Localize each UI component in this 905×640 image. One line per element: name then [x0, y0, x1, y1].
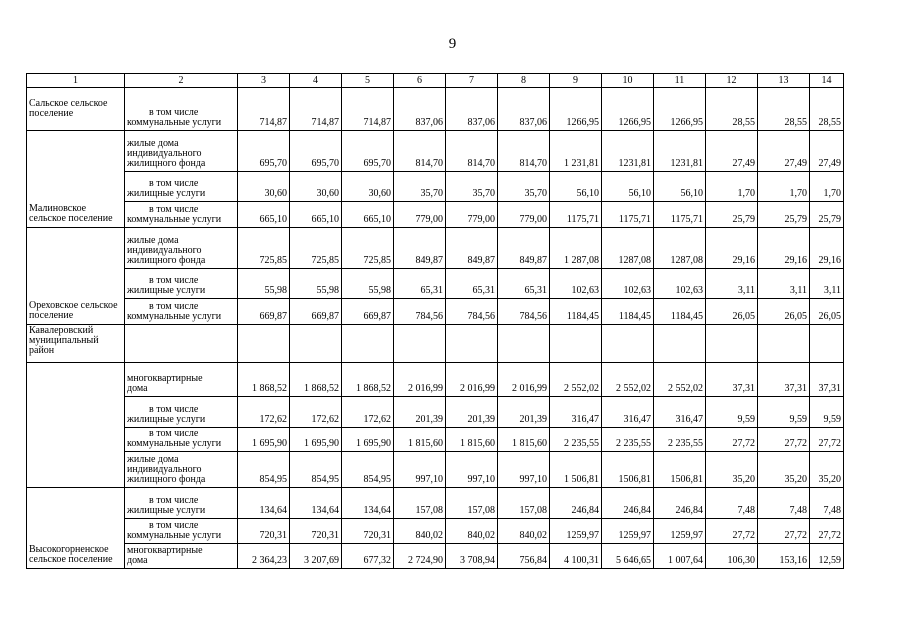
- table-row: [27, 363, 844, 397]
- category-line: жилые дома: [127, 454, 179, 465]
- value-cell: 1259,97: [550, 519, 602, 544]
- category-cell: [125, 269, 238, 299]
- value-cell: 714,87: [238, 88, 290, 131]
- value-cell: 157,08: [446, 488, 498, 519]
- value-cell: 27,72: [706, 519, 758, 544]
- value-cell: 7,48: [706, 488, 758, 519]
- table-row: [27, 519, 844, 544]
- value-cell: 784,56: [446, 299, 498, 325]
- value-cell: 37,31: [810, 363, 844, 397]
- category-cell: [125, 202, 238, 228]
- value-cell: 201,39: [394, 397, 446, 428]
- value-cell: 172,62: [290, 397, 342, 428]
- value-cell: 665,10: [342, 202, 394, 228]
- tariff-table: [26, 73, 844, 569]
- value-cell: 153,16: [758, 544, 810, 569]
- value-cell: 172,62: [238, 397, 290, 428]
- value-cell: 2 552,02: [602, 363, 654, 397]
- value-cell: 3,11: [758, 269, 810, 299]
- category-cell: [125, 172, 238, 202]
- value-cell: 1 815,60: [394, 428, 446, 452]
- category-line: в том числе: [149, 301, 199, 312]
- value-cell: 37,31: [706, 363, 758, 397]
- value-cell: 695,70: [290, 131, 342, 172]
- value-cell: 316,47: [550, 397, 602, 428]
- category-line: в том числе: [149, 204, 199, 215]
- value-cell: 2 016,99: [394, 363, 446, 397]
- value-cell: 27,49: [706, 131, 758, 172]
- value-cell: 1 231,81: [550, 131, 602, 172]
- value-cell: 1231,81: [602, 131, 654, 172]
- value-cell: 3 708,94: [446, 544, 498, 569]
- category-line: многоквартирные: [127, 545, 203, 556]
- value-cell: 2 016,99: [446, 363, 498, 397]
- value-cell: 134,64: [342, 488, 394, 519]
- value-cell: 665,10: [238, 202, 290, 228]
- place-salskoe: Сальское сельское поселение: [27, 88, 125, 131]
- value-cell: 27,72: [758, 428, 810, 452]
- value-cell: 1 506,81: [550, 452, 602, 488]
- value-cell: 756,84: [498, 544, 550, 569]
- value-cell: 1266,95: [654, 88, 706, 131]
- category-cell: [125, 228, 238, 269]
- value-cell: 102,63: [550, 269, 602, 299]
- value-cell: 854,95: [342, 452, 394, 488]
- value-cell: 814,70: [446, 131, 498, 172]
- value-cell: 29,16: [706, 228, 758, 269]
- value-cell: 26,05: [706, 299, 758, 325]
- value-cell: 1266,95: [550, 88, 602, 131]
- value-cell: 26,05: [810, 299, 844, 325]
- value-cell: 1175,71: [654, 202, 706, 228]
- category-line: в том числе: [149, 178, 199, 189]
- category-line: коммунальные услуги: [127, 530, 222, 541]
- value-cell: 2 235,55: [602, 428, 654, 452]
- value-cell: 720,31: [290, 519, 342, 544]
- table-row: [27, 131, 844, 172]
- value-cell: 25,79: [706, 202, 758, 228]
- value-cell: 27,72: [706, 428, 758, 452]
- value-cell: 2 235,55: [550, 428, 602, 452]
- value-cell: 172,62: [342, 397, 394, 428]
- category-line: коммунальные услуги: [127, 438, 222, 449]
- value-cell: 26,05: [758, 299, 810, 325]
- value-cell: 28,55: [810, 88, 844, 131]
- value-cell: 55,98: [342, 269, 394, 299]
- value-cell: 677,32: [342, 544, 394, 569]
- value-cell: 1 815,60: [446, 428, 498, 452]
- value-cell: 35,70: [446, 172, 498, 202]
- value-cell: 316,47: [654, 397, 706, 428]
- value-cell: 55,98: [238, 269, 290, 299]
- header-cell: 10: [602, 74, 654, 88]
- empty-cell: [446, 325, 498, 363]
- value-cell: 669,87: [290, 299, 342, 325]
- table-row: [27, 544, 844, 569]
- value-cell: 1175,71: [550, 202, 602, 228]
- table-row: [27, 299, 844, 325]
- value-cell: 1266,95: [602, 88, 654, 131]
- value-cell: 246,84: [602, 488, 654, 519]
- value-cell: 2 552,02: [654, 363, 706, 397]
- value-cell: 9,59: [706, 397, 758, 428]
- category-line: жилищного фонда: [127, 474, 206, 485]
- category-line: многоквартирные: [127, 373, 203, 384]
- category-line: индивидуального: [127, 464, 202, 475]
- empty-cell: [125, 325, 238, 363]
- value-cell: 1506,81: [654, 452, 706, 488]
- category-line: в том числе: [149, 428, 199, 439]
- header-cell: 6: [394, 74, 446, 88]
- value-cell: 157,08: [498, 488, 550, 519]
- category-line: в том числе: [149, 495, 199, 506]
- empty-cell: [498, 325, 550, 363]
- value-cell: 56,10: [602, 172, 654, 202]
- value-cell: 56,10: [654, 172, 706, 202]
- value-cell: 35,20: [810, 452, 844, 488]
- value-cell: 134,64: [238, 488, 290, 519]
- value-cell: 1259,97: [602, 519, 654, 544]
- value-cell: 854,95: [290, 452, 342, 488]
- category-line: в том числе: [149, 275, 199, 286]
- category-cell: [125, 131, 238, 172]
- table-row: [27, 228, 844, 269]
- value-cell: 134,64: [290, 488, 342, 519]
- header-cell: 5: [342, 74, 394, 88]
- table-row: [27, 88, 844, 131]
- place-blank: [27, 363, 125, 488]
- header-row: [27, 74, 844, 88]
- value-cell: 669,87: [238, 299, 290, 325]
- empty-cell: [342, 325, 394, 363]
- value-cell: 30,60: [342, 172, 394, 202]
- value-cell: 157,08: [394, 488, 446, 519]
- value-cell: 997,10: [498, 452, 550, 488]
- category-line: коммунальные услуги: [127, 214, 222, 225]
- empty-cell: [602, 325, 654, 363]
- place-vysokogorsk: Высокогорненское сельское поселение: [27, 488, 125, 569]
- value-cell: 27,49: [758, 131, 810, 172]
- category-line: жилые дома: [127, 235, 179, 246]
- header-cell: 12: [706, 74, 758, 88]
- header-cell: 7: [446, 74, 498, 88]
- value-cell: 25,79: [810, 202, 844, 228]
- header-cell: 14: [810, 74, 844, 88]
- table-row: [27, 428, 844, 452]
- value-cell: 837,06: [446, 88, 498, 131]
- value-cell: 27,72: [810, 428, 844, 452]
- category-cell: [125, 488, 238, 519]
- value-cell: 1184,45: [550, 299, 602, 325]
- value-cell: 854,95: [238, 452, 290, 488]
- category-line: дома: [127, 555, 148, 566]
- value-cell: 1 287,08: [550, 228, 602, 269]
- value-cell: 201,39: [446, 397, 498, 428]
- value-cell: 2 724,90: [394, 544, 446, 569]
- value-cell: 784,56: [498, 299, 550, 325]
- value-cell: 65,31: [498, 269, 550, 299]
- value-cell: 814,70: [498, 131, 550, 172]
- value-cell: 4 100,31: [550, 544, 602, 569]
- value-cell: 35,70: [394, 172, 446, 202]
- category-line: в том числе: [149, 107, 199, 118]
- value-cell: 714,87: [290, 88, 342, 131]
- value-cell: 246,84: [550, 488, 602, 519]
- header-cell: 2: [125, 74, 238, 88]
- value-cell: 29,16: [810, 228, 844, 269]
- value-cell: 201,39: [498, 397, 550, 428]
- value-cell: 27,49: [810, 131, 844, 172]
- value-cell: 997,10: [394, 452, 446, 488]
- category-line: жилищные услуги: [127, 285, 206, 296]
- value-cell: 1,70: [758, 172, 810, 202]
- value-cell: 840,02: [446, 519, 498, 544]
- category-cell: [125, 88, 238, 131]
- value-cell: 1231,81: [654, 131, 706, 172]
- category-line: жилищные услуги: [127, 505, 206, 516]
- value-cell: 35,70: [498, 172, 550, 202]
- value-cell: 779,00: [394, 202, 446, 228]
- value-cell: 1259,97: [654, 519, 706, 544]
- value-cell: 849,87: [498, 228, 550, 269]
- empty-cell: [290, 325, 342, 363]
- value-cell: 2 552,02: [550, 363, 602, 397]
- category-line: коммунальные услуги: [127, 117, 222, 128]
- value-cell: 102,63: [602, 269, 654, 299]
- value-cell: 1 695,90: [342, 428, 394, 452]
- value-cell: 27,72: [758, 519, 810, 544]
- header-cell: 1: [27, 74, 125, 88]
- value-cell: 9,59: [758, 397, 810, 428]
- value-cell: 725,85: [290, 228, 342, 269]
- value-cell: 7,48: [810, 488, 844, 519]
- header-cell: 8: [498, 74, 550, 88]
- header-cell: 4: [290, 74, 342, 88]
- value-cell: 714,87: [342, 88, 394, 131]
- header-cell: 3: [238, 74, 290, 88]
- value-cell: 669,87: [342, 299, 394, 325]
- category-cell: [125, 428, 238, 452]
- value-cell: 35,20: [758, 452, 810, 488]
- value-cell: 1 695,90: [290, 428, 342, 452]
- empty-cell: [654, 325, 706, 363]
- table-row: [27, 397, 844, 428]
- value-cell: 7,48: [758, 488, 810, 519]
- value-cell: 1,70: [706, 172, 758, 202]
- value-cell: 784,56: [394, 299, 446, 325]
- value-cell: 665,10: [290, 202, 342, 228]
- value-cell: 695,70: [342, 131, 394, 172]
- category-line: жилищного фонда: [127, 255, 206, 266]
- value-cell: 849,87: [446, 228, 498, 269]
- value-cell: 9,59: [810, 397, 844, 428]
- value-cell: 1287,08: [654, 228, 706, 269]
- value-cell: 35,20: [706, 452, 758, 488]
- district-row: [27, 325, 844, 363]
- value-cell: 1175,71: [602, 202, 654, 228]
- value-cell: 779,00: [498, 202, 550, 228]
- value-cell: 1184,45: [602, 299, 654, 325]
- value-cell: 316,47: [602, 397, 654, 428]
- value-cell: 30,60: [238, 172, 290, 202]
- value-cell: 28,55: [758, 88, 810, 131]
- value-cell: 779,00: [446, 202, 498, 228]
- header-cell: 11: [654, 74, 706, 88]
- value-cell: 37,31: [758, 363, 810, 397]
- category-line: дома: [127, 383, 148, 394]
- value-cell: 997,10: [446, 452, 498, 488]
- value-cell: 2 016,99: [498, 363, 550, 397]
- empty-cell: [706, 325, 758, 363]
- value-cell: 246,84: [654, 488, 706, 519]
- value-cell: 840,02: [394, 519, 446, 544]
- empty-cell: [550, 325, 602, 363]
- category-cell: [125, 519, 238, 544]
- value-cell: 814,70: [394, 131, 446, 172]
- value-cell: 1 695,90: [238, 428, 290, 452]
- value-cell: 30,60: [290, 172, 342, 202]
- value-cell: 695,70: [238, 131, 290, 172]
- value-cell: 65,31: [446, 269, 498, 299]
- table-row: [27, 172, 844, 202]
- value-cell: 720,31: [342, 519, 394, 544]
- value-cell: 65,31: [394, 269, 446, 299]
- value-cell: 837,06: [498, 88, 550, 131]
- empty-cell: [394, 325, 446, 363]
- value-cell: 1287,08: [602, 228, 654, 269]
- value-cell: 849,87: [394, 228, 446, 269]
- empty-cell: [810, 325, 844, 363]
- category-line: жилищные услуги: [127, 414, 206, 425]
- category-cell: [125, 299, 238, 325]
- table-row: [27, 488, 844, 519]
- value-cell: 3 207,69: [290, 544, 342, 569]
- table-row: [27, 202, 844, 228]
- header-cell: 13: [758, 74, 810, 88]
- value-cell: 725,85: [238, 228, 290, 269]
- empty-cell: [758, 325, 810, 363]
- page-number: 9: [448, 36, 457, 52]
- category-line: в том числе: [149, 404, 199, 415]
- value-cell: 3,11: [810, 269, 844, 299]
- header-cell: 9: [550, 74, 602, 88]
- category-line: в том числе: [149, 520, 199, 531]
- empty-cell: [238, 325, 290, 363]
- value-cell: 725,85: [342, 228, 394, 269]
- category-cell: [125, 397, 238, 428]
- table-row: [27, 452, 844, 488]
- value-cell: 27,72: [810, 519, 844, 544]
- value-cell: 29,16: [758, 228, 810, 269]
- value-cell: 102,63: [654, 269, 706, 299]
- value-cell: 720,31: [238, 519, 290, 544]
- value-cell: 106,30: [706, 544, 758, 569]
- category-line: индивидуального: [127, 148, 202, 159]
- value-cell: 1 815,60: [498, 428, 550, 452]
- table-row: [27, 269, 844, 299]
- value-cell: 5 646,65: [602, 544, 654, 569]
- value-cell: 1 007,64: [654, 544, 706, 569]
- category-line: коммунальные услуги: [127, 311, 222, 322]
- value-cell: 12,59: [810, 544, 844, 569]
- value-cell: 1 868,52: [238, 363, 290, 397]
- value-cell: 1,70: [810, 172, 844, 202]
- category-cell: [125, 452, 238, 488]
- category-line: индивидуального: [127, 245, 202, 256]
- value-cell: 1 868,52: [342, 363, 394, 397]
- value-cell: 56,10: [550, 172, 602, 202]
- value-cell: 840,02: [498, 519, 550, 544]
- place-malinovskoe: Малиновское сельское поселение: [27, 131, 125, 228]
- category-cell: [125, 363, 238, 397]
- category-line: жилищного фонда: [127, 158, 206, 169]
- value-cell: 837,06: [394, 88, 446, 131]
- value-cell: 1 868,52: [290, 363, 342, 397]
- value-cell: 55,98: [290, 269, 342, 299]
- category-line: жилищные услуги: [127, 188, 206, 199]
- place-kavalerovsky: Кавалеровский муниципальный район: [27, 325, 125, 363]
- value-cell: 28,55: [706, 88, 758, 131]
- category-cell: [125, 544, 238, 569]
- value-cell: 3,11: [706, 269, 758, 299]
- value-cell: 1184,45: [654, 299, 706, 325]
- value-cell: 2 235,55: [654, 428, 706, 452]
- place-orekhovskoe: Ореховское сельское поселение: [27, 228, 125, 325]
- category-line: жилые дома: [127, 138, 179, 149]
- value-cell: 2 364,23: [238, 544, 290, 569]
- value-cell: 25,79: [758, 202, 810, 228]
- value-cell: 1506,81: [602, 452, 654, 488]
